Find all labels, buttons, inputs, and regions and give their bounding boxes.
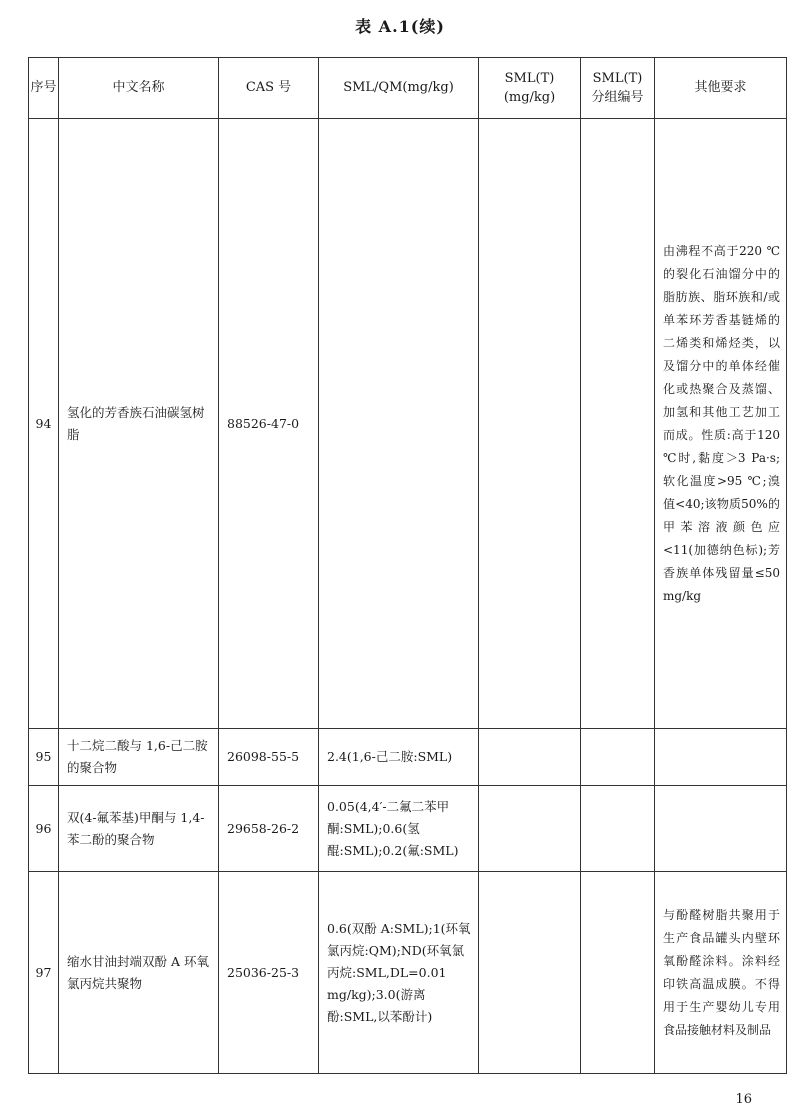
header-smlt xyxy=(479,58,581,119)
row-name: 十二烷二酸与 1,6-己二胺的聚合物 xyxy=(59,729,219,786)
header-no: 序号 xyxy=(29,58,59,119)
row-smlt-group xyxy=(581,729,655,786)
table-row xyxy=(29,786,787,872)
page-number: 16 xyxy=(735,1092,752,1107)
row-name: 双(4-氟苯基)甲酮与 1,4-苯二酚的聚合物 xyxy=(59,786,219,872)
header-smlt-group-line1: SML(T) xyxy=(592,70,643,86)
row-other xyxy=(655,729,787,786)
row-smlt-group xyxy=(581,872,655,1074)
row-smlt-group xyxy=(581,119,655,729)
row-smlt xyxy=(479,119,581,729)
row-no: 97 xyxy=(29,872,59,1074)
header-smlt-line2: (mg/kg) xyxy=(503,90,556,105)
row-sml-qm: 2.4(1,6-己二胺:SML) xyxy=(319,729,479,786)
row-cas: 25036-25-3 xyxy=(219,872,319,1074)
table-caption: 表 A.1(续) xyxy=(355,17,445,36)
row-other: 由沸程不高于220 ℃的裂化石油馏分中的脂肪族、脂环族和/或单苯环芳香基链烯的二烯类和烯烃类，以及馏分中的单体经催化或热聚合及蒸馏、加氢和其他工艺加工而成。性质:高于120 ℃时,黏度＞3 Pa·s;软化温度>95 ℃;溴值<40;该物质50%的甲苯溶液颜色应<11(加德纳色标);芳香族单体残留量≤50 mg/kg xyxy=(655,119,787,729)
row-other xyxy=(655,786,787,872)
header-cas: CAS 号 xyxy=(219,58,319,119)
row-smlt-group xyxy=(581,786,655,872)
table-row xyxy=(29,872,787,1074)
row-no: 96 xyxy=(29,786,59,872)
row-sml-qm xyxy=(319,119,479,729)
row-cas: 26098-55-5 xyxy=(219,729,319,786)
additive-table xyxy=(28,57,787,1074)
table-row xyxy=(29,729,787,786)
row-no: 95 xyxy=(29,729,59,786)
row-no: 94 xyxy=(29,119,59,729)
row-name: 氢化的芳香族石油碳氢树脂 xyxy=(59,119,219,729)
row-name: 缩水甘油封端双酚 A 环氧氯丙烷共聚物 xyxy=(59,872,219,1074)
row-sml-qm: 0.05(4,4′-二氟二苯甲酮:SML);0.6(氢醌:SML);0.2(氟:SML) xyxy=(319,786,479,872)
header-smlt-line1: SML(T) xyxy=(504,70,555,86)
header-smlt-group xyxy=(581,58,655,119)
row-cas: 88526-47-0 xyxy=(219,119,319,729)
row-smlt xyxy=(479,786,581,872)
row-sml-qm: 0.6(双酚 A:SML);1(环氧氯丙烷:QM);ND(环氧氯丙烷:SML,DL=0.01 mg/kg);3.0(游离酚:SML,以苯酚计) xyxy=(319,872,479,1074)
row-smlt xyxy=(479,729,581,786)
table-row xyxy=(29,119,787,729)
header-other: 其他要求 xyxy=(655,58,787,119)
header-name: 中文名称 xyxy=(59,58,219,119)
row-cas: 29658-26-2 xyxy=(219,786,319,872)
header-smlt-group-line2: 分组编号 xyxy=(591,90,644,105)
row-other: 与酚醛树脂共聚用于生产食品罐头内壁环氧酚醛涂料。涂料经印铁高温成膜。不得用于生产婴幼儿专用食品接触材料及制品 xyxy=(655,872,787,1074)
table-header-row xyxy=(29,58,787,119)
header-sml-qm: SML/QM(mg/kg) xyxy=(319,58,479,119)
row-smlt xyxy=(479,872,581,1074)
